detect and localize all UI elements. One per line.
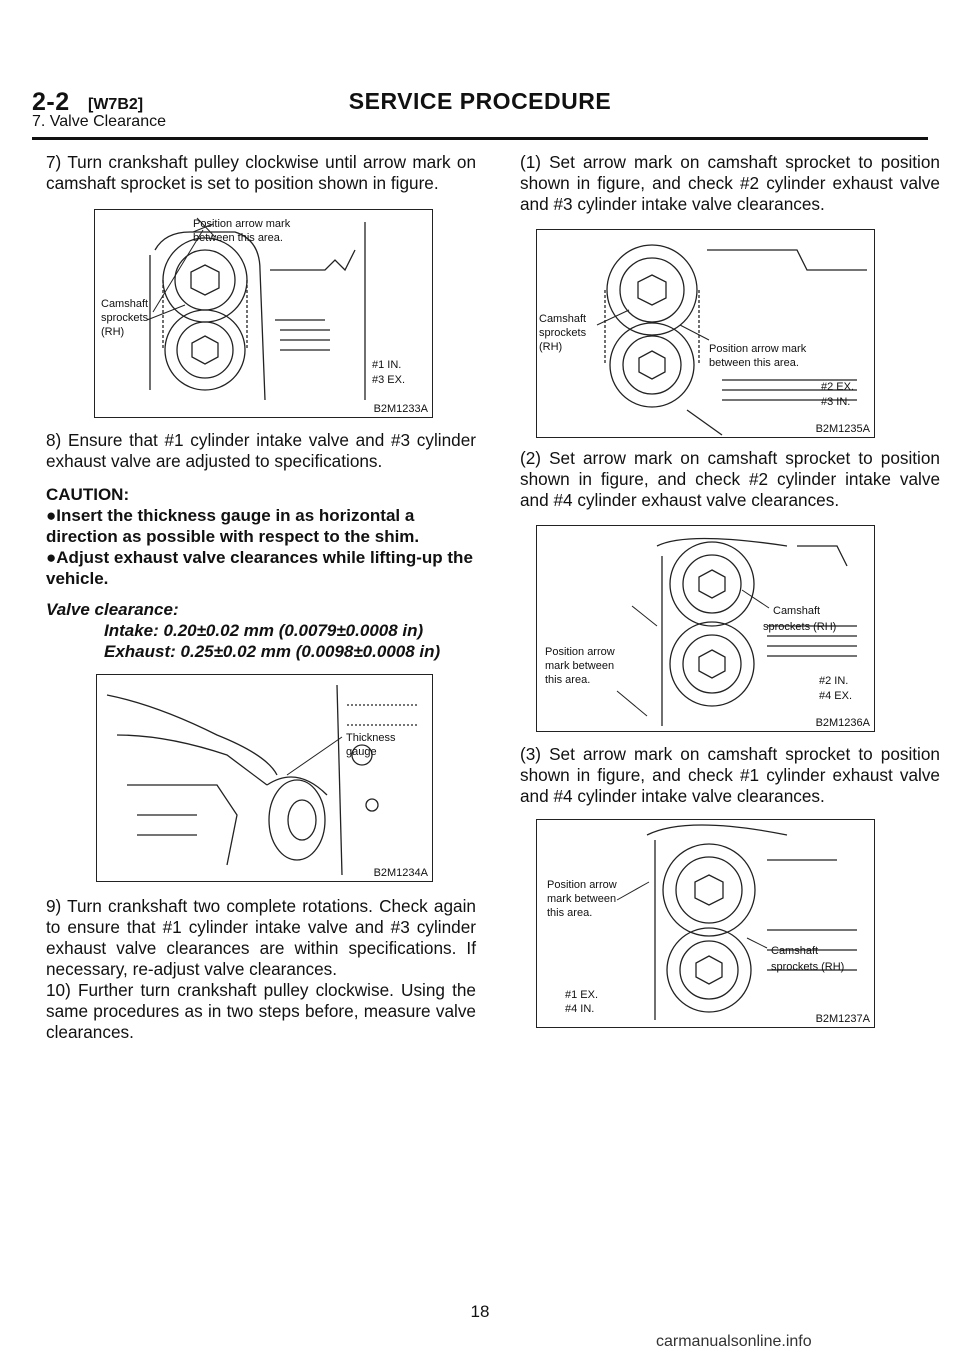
section-title: SERVICE PROCEDURE — [348, 88, 612, 114]
fig4-position-label-1: Position arrow — [545, 646, 615, 658]
section-code: [W7B2] — [88, 96, 144, 113]
fig3-position-label-1: Position arrow mark — [709, 343, 807, 355]
fig1-position-label-2: between this area. — [193, 232, 283, 244]
spec-exhaust: Exhaust: 0.25±0.02 mm (0.0098±0.0008 in) — [104, 642, 441, 661]
fig4-camshaft-label-2: sprockets (RH) — [763, 621, 837, 633]
figure-code: B2M1237A — [815, 1013, 870, 1025]
caution-item-2: ●Adjust exhaust valve clearances while lifting-up the vehicle. — [46, 548, 473, 588]
fig1-valve-label-2: #3 EX. — [372, 374, 406, 386]
figure-b2m1235a — [536, 229, 875, 438]
figure-code: B2M1235A — [815, 423, 870, 435]
page-header — [32, 86, 928, 140]
fig1-position-label-1: Position arrow mark — [193, 218, 291, 230]
fig4-position-label-3: this area. — [545, 674, 591, 686]
fig5-position-label-2: mark between — [547, 893, 617, 905]
step-7: 7) Turn crankshaft pulley clockwise until arrow mark on camshaft sprocket is set to position shown in figure. — [46, 152, 476, 193]
figure-b2m1236a — [536, 525, 875, 732]
fig4-camshaft-label-1: Camshaft — [773, 605, 821, 617]
caution-item-1: ●Insert the thickness gauge in as horizontal a direction as possible with respect to the shim. — [46, 506, 420, 546]
fig4-position-label-2: mark between — [545, 660, 615, 672]
fig3-position-label-2: between this area. — [709, 357, 799, 369]
right-column — [520, 152, 940, 1028]
figure-illustration — [537, 526, 874, 731]
substep-3: (3) Set arrow mark on camshaft sprocket to position shown in figure, and check #1 cylinder exhaust valve and #4 cylinder intake valve clearances. — [520, 744, 940, 806]
figure-code: B2M1236A — [815, 717, 870, 729]
figure-code: B2M1233A — [373, 403, 428, 415]
step-8: 8) Ensure that #1 cylinder intake valve and #3 cylinder exhaust valve are adjusted to specifications. — [46, 430, 476, 471]
fig3-valve-label-2: #3 IN. — [821, 396, 851, 408]
fig1-valve-label-1: #1 IN. — [372, 359, 402, 371]
fig3-valve-label-1: #2 EX. — [821, 381, 855, 393]
substep-1: (1) Set arrow mark on camshaft sprocket to position shown in figure, and check #2 cylinder exhaust valve and #3 cylinder intake valve clearances. — [520, 152, 940, 214]
fig5-camshaft-label-1: Camshaft — [771, 945, 819, 957]
spec-intake: Intake: 0.20±0.02 mm (0.0079±0.0008 in) — [104, 621, 424, 640]
fig3-camshaft-label-1: Camshaft — [539, 313, 587, 325]
bullet-icon: ● — [46, 548, 57, 567]
step-9: 9) Turn crankshaft two complete rotations. Check again to ensure that #1 cylinder intake valve and #3 cylinder exhaust valve clearances are within specifications. If necessary, re-adjust valve clearances. — [46, 896, 476, 979]
figure-b2m1234a — [96, 674, 433, 882]
figure-code: B2M1234A — [373, 867, 428, 879]
figure-illustration — [537, 230, 874, 437]
figure-b2m1233a — [94, 209, 433, 418]
caution-heading: CAUTION: — [46, 485, 130, 504]
fig5-position-label-1: Position arrow — [547, 879, 617, 891]
figure-b2m1237a — [536, 819, 875, 1028]
fig3-camshaft-label-3: (RH) — [539, 341, 563, 353]
fig2-gauge-label-2: gauge — [346, 746, 377, 758]
header-rule — [32, 137, 928, 140]
section-subtitle: 7. Valve Clearance — [32, 113, 166, 130]
left-column — [46, 152, 476, 1043]
figure-illustration — [537, 820, 874, 1027]
fig5-camshaft-label-2: sprockets (RH) — [771, 961, 845, 973]
fig1-camshaft-label-1: Camshaft — [101, 298, 149, 310]
section-number: 2-2 — [32, 88, 70, 116]
fig5-valve-label-1: #1 EX. — [565, 989, 599, 1001]
step-10: 10) Further turn crankshaft pulley clockwise. Using the same procedures as in two steps before, measure valve clearances. — [46, 980, 476, 1042]
fig3-camshaft-label-2: sprockets — [539, 327, 587, 339]
fig1-camshaft-label-2: sprockets — [101, 312, 149, 324]
fig1-camshaft-label-3: (RH) — [101, 326, 125, 338]
fig2-gauge-label-1: Thickness — [346, 732, 396, 744]
fig5-position-label-3: this area. — [547, 907, 593, 919]
substep-2: (2) Set arrow mark on camshaft sprocket to position shown in figure, and check #2 cylinder intake valve and #4 cylinder exhaust valve clearances. — [520, 448, 940, 510]
bullet-icon: ● — [46, 506, 57, 525]
page-number: 18 — [470, 1302, 490, 1321]
fig5-valve-label-2: #4 IN. — [565, 1003, 595, 1015]
fig4-valve-label-2: #4 EX. — [819, 690, 853, 702]
watermark: carmanualsonline.info — [656, 1333, 812, 1350]
spec-title: Valve clearance: — [46, 600, 179, 619]
fig4-valve-label-1: #2 IN. — [819, 675, 849, 687]
figure-illustration — [97, 675, 432, 881]
figure-illustration — [95, 210, 432, 417]
